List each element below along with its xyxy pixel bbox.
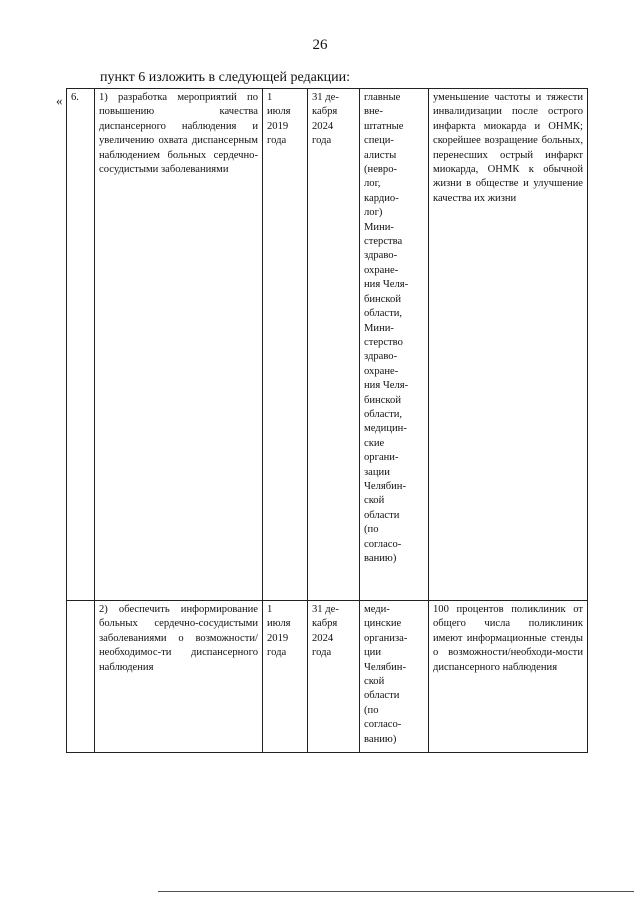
table-row [67, 601, 588, 753]
result-cell: уменьшение частоты и тяжести инвалидизации после острого инфаркта миокарда и ОНМК; скорейшее возращение больных, перенесших острый инфаркт миокарда, ОНМК к обычной жизни в обществе и улучшение качества их жизни [429, 89, 588, 601]
start-date-cell: 1 июля 2019 года [263, 89, 308, 601]
page-number: 26 [312, 37, 328, 53]
row-number [67, 601, 95, 753]
measures-table [66, 88, 588, 753]
row-number: 6. [67, 89, 95, 601]
footer-divider [158, 891, 634, 892]
measure-cell: 1) разработка мероприятий по повышению качества диспансерного наблюдения и увеличению охвата диспансерным наблюдением больных сердечно-сосудистыми заболеваниями [95, 89, 263, 601]
end-date-cell: 31 де- кабря 2024 года [308, 601, 360, 753]
start-date-cell: 1 июля 2019 года [263, 601, 308, 753]
end-date-cell: 31 де- кабря 2024 года [308, 89, 360, 601]
responsible-cell: главные вне- штатные специ- алисты (невро- лог, кардио- лог) Мини- стерства здраво- охране- ния Челя- бинской области, Мини- стерство здраво- охране- ния Челя- бинской области, медицин- ские органи- зации Челябин- ской области (по согласо- ванию) [360, 89, 429, 601]
measure-cell: 2) обеспечить информирование больных сердечно-сосудистыми заболеваниями о возможности/необходимос-ти диспансерного наблюдения [95, 601, 263, 753]
table-row [67, 89, 588, 601]
result-cell: 100 процентов поликлиник от общего числа поликлиник имеют информационные стенды о возможности/необходи-мости диспансерного наблюдения [429, 601, 588, 753]
amendment-intro: пункт 6 изложить в следующей редакции: [100, 70, 350, 85]
opening-quote: « [56, 93, 63, 108]
responsible-cell: меди- цинские организа- ции Челябин- ской области (по согласо- ванию) [360, 601, 429, 753]
